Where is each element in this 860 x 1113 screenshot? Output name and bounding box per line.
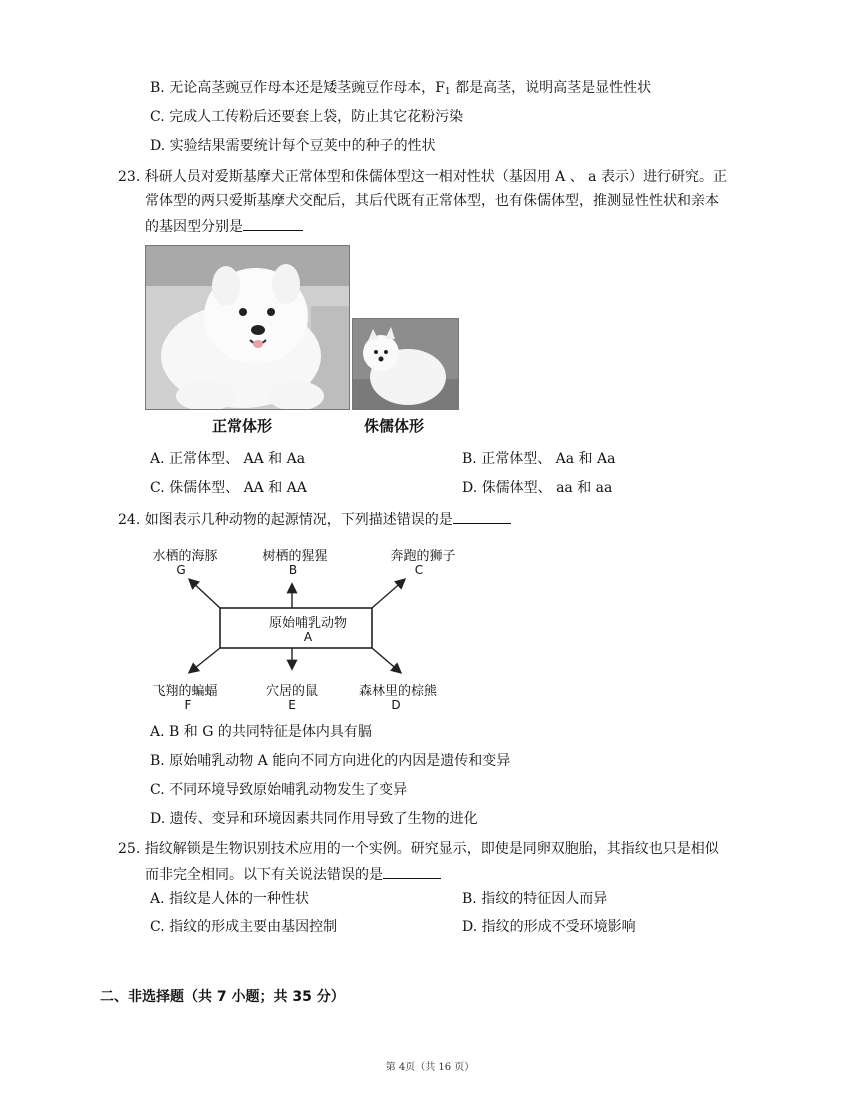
q23-stem-line3-text: 的基因型分别是: [145, 219, 243, 235]
page-footer: 第 4页（共 16 页）: [385, 1062, 475, 1073]
arrow-to-C: [372, 580, 404, 608]
label-C-name: 奔跑的狮子: [390, 549, 456, 564]
q24-option-b: B. 原始哺乳动物 A 能向不同方向进化的内因是遗传和变异: [150, 753, 511, 769]
q22-option-d: D. 实验结果需要统计每个豆荚中的种子的性状: [150, 138, 436, 154]
answer-blank: [243, 215, 303, 231]
q23-stem-line2: 常体型的两只爱斯基摩犬交配后，其后代既有正常体型，也有侏儒体型，推测显性性状和亲本: [145, 193, 719, 209]
q25-option-c: C. 指纹的形成主要由基因控制: [150, 919, 338, 935]
center-label: 原始哺乳动物: [268, 616, 347, 631]
q25-option-b: B. 指纹的特征因人而异: [462, 891, 608, 907]
arrow-to-G: [190, 580, 220, 608]
q25-stem-line2: [145, 863, 441, 885]
label-G-name: 水栖的海豚: [152, 549, 218, 564]
arrow-to-F: [190, 648, 220, 672]
dwarf-dog-photo: [352, 318, 459, 410]
q25-stem-line1: 25. 指纹解锁是生物识别技术应用的一个实例。研究显示，即使是同卵双胞胎，其指纹也只是相似: [118, 841, 719, 857]
label-D-letter: D: [391, 698, 401, 712]
q23-option-c: C. 侏儒体型、 AA 和 AA: [150, 480, 307, 496]
arrow-to-D: [372, 648, 400, 672]
q23-stem-line1: 23. 科研人员对爱斯基摩犬正常体型和侏儒体型这一相对性状（基因用 A 、 a 表示）进行研究。正: [118, 169, 727, 185]
section-heading: 二、非选择题（共 7 小题；共 35 分）: [100, 989, 345, 1005]
q24-stem-text: 24. 如图表示几种动物的起源情况，下列描述错误的是: [118, 512, 453, 528]
label-C-letter: C: [414, 563, 424, 577]
q24-option-a: A. B 和 G 的共同特征是体内具有膈: [150, 724, 372, 740]
label-G-letter: G: [176, 563, 186, 577]
dwarf-dog-caption: 侏儒体形: [364, 417, 425, 435]
q24-option-d: D. 遗传、变异和环境因素共同作用导致了生物的进化: [150, 811, 478, 827]
q22-option-b-f: F: [435, 80, 445, 96]
q24-option-c: C. 不同环境导致原始哺乳动物发生了变异: [150, 782, 408, 798]
answer-blank: [383, 863, 441, 879]
pomeranian-illustration: [353, 319, 458, 409]
label-B-name: 树栖的猩猩: [262, 549, 328, 564]
label-B-letter: B: [288, 563, 298, 577]
label-F-letter: F: [184, 698, 192, 712]
normal-dog-photo: [145, 245, 350, 410]
label-E-letter: E: [288, 698, 296, 712]
q23-stem-line3: [145, 215, 303, 237]
q22-option-b-sub: 1: [444, 87, 451, 97]
label-E-name: 穴居的鼠: [265, 684, 318, 699]
q23-option-b: B. 正常体型、 Aa 和 Aa: [462, 451, 616, 467]
q23-option-a: A. 正常体型、 AA 和 Aa: [150, 451, 306, 467]
q23-option-d: D. 侏儒体型、 aa 和 aa: [462, 480, 613, 496]
q25-stem-line2-text: 而非完全相同。以下有关说法错误的是: [145, 867, 383, 883]
samoyed-illustration: [146, 246, 349, 409]
label-F-name: 飞翔的蝙蝠: [152, 684, 218, 699]
q22-option-c: C. 完成人工传粉后还要套上袋，防止其它花粉污染: [150, 109, 464, 125]
answer-blank: [453, 508, 511, 524]
q24-stem: [118, 508, 511, 530]
normal-dog-caption: 正常体形: [212, 417, 273, 435]
q22-option-b-text-end: 都是高茎，说明高茎是显性性状: [450, 80, 652, 96]
label-D-name: 森林里的棕熊: [358, 684, 437, 699]
q22-option-b: [150, 78, 651, 102]
q22-option-b-text: B. 无论高茎豌豆作母本还是矮茎豌豆作母本，: [150, 80, 436, 96]
q25-option-a: A. 指纹是人体的一种性状: [150, 891, 310, 907]
center-letter: A: [303, 630, 313, 644]
q25-option-d: D. 指纹的形成不受环境影响: [462, 919, 636, 935]
